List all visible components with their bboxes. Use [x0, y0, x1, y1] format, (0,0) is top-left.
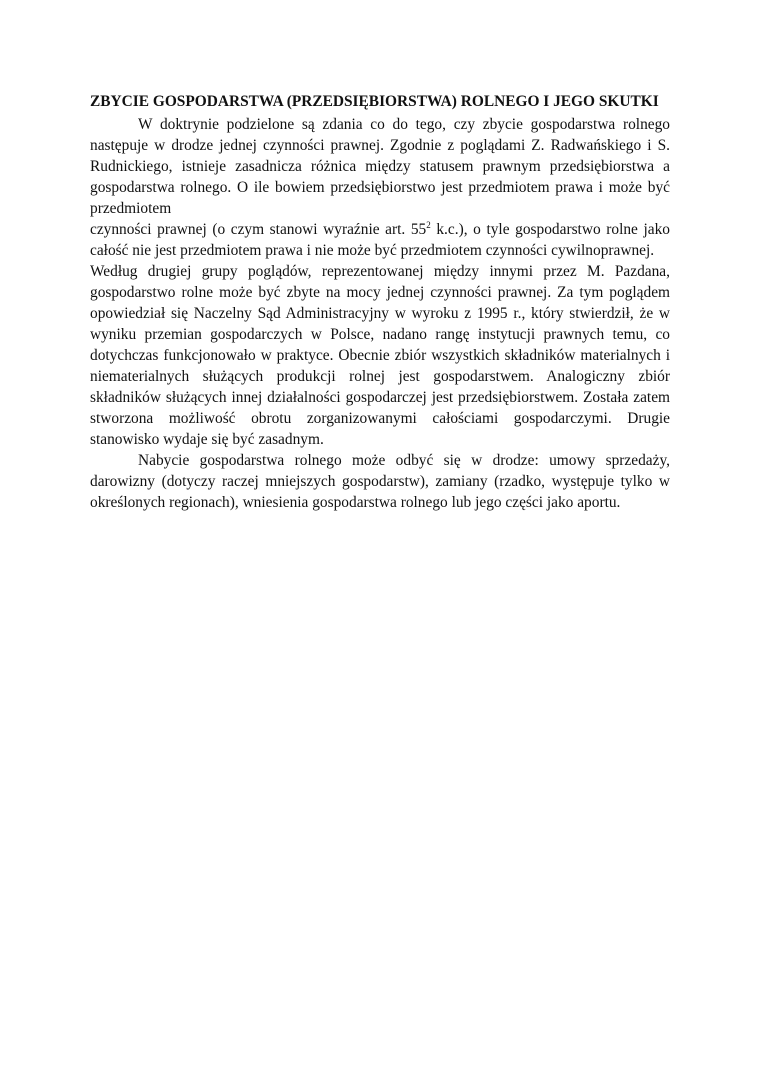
- document-body: [90, 92, 670, 513]
- paragraph-2-line: opowiedział się Naczelny Sąd Administracyjny w wyroku z 1995 r., który stwierdził, że w: [90, 305, 670, 322]
- paragraph-1-line: gospodarstwa rolnego. O ile bowiem przedsiębiorstwo jest przedmiotem prawa i może być: [90, 179, 670, 196]
- paragraph-2-line: gospodarstwo rolne może być zbyte na mocy jednej czynności prawnej. Za tym poglądem: [90, 284, 670, 301]
- paragraph-3-line: określonych regionach), wniesienia gospodarstwa rolnego lub jego części jako aportu.: [90, 494, 621, 511]
- paragraph-1-line: Rudnickiego, istnieje zasadnicza różnica między statusem prawnym przedsiębiorstwa a: [90, 158, 670, 175]
- paragraph-1: [90, 114, 670, 219]
- paragraph-2-line-end: k.c.), o tyle gospodarstwo rolne jako: [430, 221, 670, 238]
- superscript-number: 2: [426, 219, 431, 230]
- paragraph-2: [90, 219, 670, 450]
- paragraph-2-line: stworzona możliwość obrotu zorganizowanymi całościami gospodarczymi. Drugie: [90, 410, 670, 427]
- paragraph-1-line: przedmiotem: [90, 200, 172, 217]
- paragraph-2-line: składników służących innej działalności gospodarczej jest przedsiębiorstwem. Została zatem: [90, 389, 670, 406]
- paragraph-2-line-start: czynności prawnej (o czym stanowi wyraźnie art. 55: [90, 221, 427, 238]
- document-title: ZBYCIE GOSPODARSTWA (PRZEDSIĘBIORSTWA) ROLNEGO I JEGO SKUTKI: [90, 93, 659, 110]
- paragraph-2-line: Według drugiej grupy poglądów, reprezentowanej między innymi przez M. Pazdana,: [90, 263, 670, 280]
- paragraph-1-line: W doktrynie podzielone są zdania co do tego, czy zbycie gospodarstwa rolnego: [138, 116, 670, 133]
- paragraph-2-line: całość nie jest przedmiotem prawa i nie może być przedmiotem czynności cywilnoprawnej.: [90, 242, 655, 259]
- paragraph-3-line: darowizny (dotyczy raczej mniejszych gospodarstw), zamiany (rzadko, występuje tylko w: [90, 473, 670, 490]
- paragraph-2-line: [90, 219, 670, 240]
- paragraph-2-line: stanowisko wydaje się być zasadnym.: [90, 431, 324, 448]
- paragraph-2-line: dotychczas funkcjonowało w praktyce. Obecnie zbiór wszystkich składników materialnych i: [90, 347, 670, 364]
- paragraph-3-line: Nabycie gospodarstwa rolnego może odbyć się w drodze: umowy sprzedaży,: [138, 452, 670, 469]
- paragraph-3: [90, 450, 670, 513]
- paragraph-2-line: wyniku przemian gospodarczych w Polsce, nadano rangę instytucji prawnych temu, co: [90, 326, 670, 343]
- paragraph-1-line: następuje w drodze jednej czynności prawnej. Zgodnie z poglądami Z. Radwańskiego i S.: [90, 137, 670, 154]
- paragraph-2-line: niematerialnych służących produkcji rolnej jest gospodarstwem. Analogiczny zbiór: [90, 368, 670, 385]
